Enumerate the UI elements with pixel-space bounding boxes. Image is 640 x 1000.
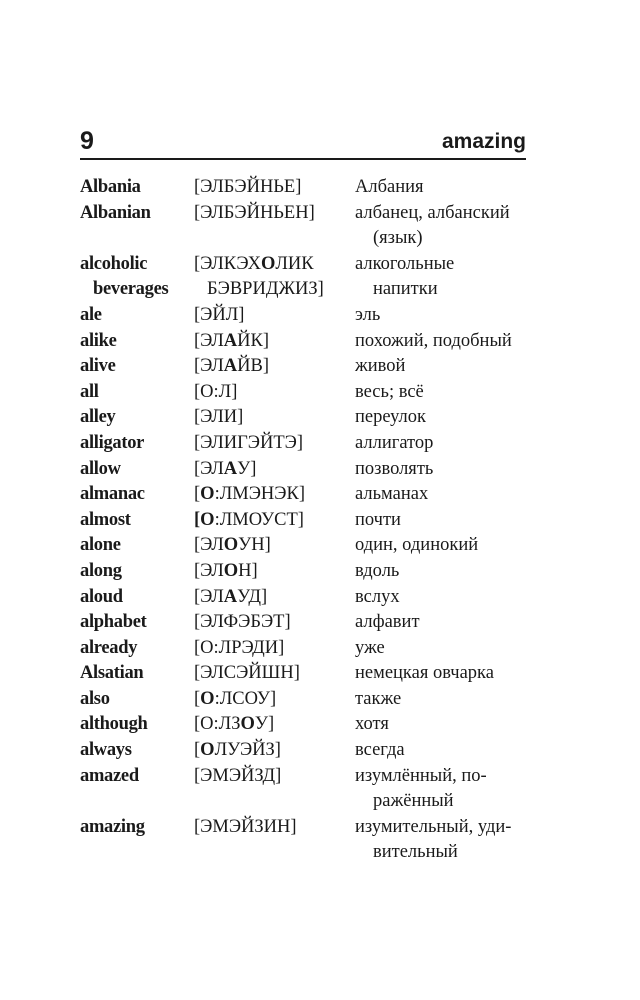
dictionary-entry xyxy=(80,738,530,764)
translation xyxy=(355,815,530,866)
headword-line: Albanian xyxy=(80,202,151,223)
translation xyxy=(355,764,530,815)
pronunciation-part: [ЭЛ xyxy=(194,535,224,556)
pronunciation xyxy=(194,738,355,764)
dictionary-entry xyxy=(80,175,530,201)
headword-line: beverages xyxy=(93,279,169,300)
headword-line: allow xyxy=(80,458,121,479)
pronunciation-line xyxy=(194,764,355,790)
page-number: 9 xyxy=(80,127,94,155)
dictionary-entry xyxy=(80,303,530,329)
headword-line: along xyxy=(80,560,122,581)
headword-line: alive xyxy=(80,356,116,377)
dictionary-entry xyxy=(80,380,530,406)
translation-line: живой xyxy=(355,356,406,377)
pronunciation-line xyxy=(194,482,355,508)
pronunciation xyxy=(194,405,355,431)
headword xyxy=(80,738,194,764)
pronunciation xyxy=(194,815,355,866)
translation xyxy=(355,329,530,355)
pronunciation-part: [ЭЛБЭЙНЬЕ] xyxy=(194,177,302,197)
translation-line: альманах xyxy=(355,484,429,505)
pronunciation xyxy=(194,354,355,380)
headword-line: always xyxy=(80,740,132,761)
translation-line: всегда xyxy=(355,740,405,761)
pronunciation-part: [ЭЛСЭЙШН] xyxy=(194,663,300,684)
dictionary-entry xyxy=(80,457,530,483)
pronunciation-part: [ЭЛФЭБЭТ] xyxy=(194,612,291,633)
headword xyxy=(80,482,194,508)
dictionary-entry xyxy=(80,636,530,662)
headword-line: ale xyxy=(80,304,102,325)
translation xyxy=(355,431,530,457)
translation-line: хотя xyxy=(355,714,389,735)
stressed-vowel: А xyxy=(223,458,238,479)
pronunciation-line xyxy=(194,405,355,431)
headword xyxy=(80,431,194,457)
pronunciation-part: У] xyxy=(237,458,257,479)
translation-line: изумлённый, по- xyxy=(355,765,487,786)
pronunciation xyxy=(194,457,355,483)
dictionary-entry xyxy=(80,815,530,866)
translation xyxy=(355,559,530,585)
pronunciation xyxy=(194,661,355,687)
translation-line: один, одинокий xyxy=(355,535,479,556)
translation xyxy=(355,201,530,252)
translation-line: ражённый xyxy=(373,791,454,812)
header-rule xyxy=(80,158,526,160)
headword-line: alphabet xyxy=(80,612,147,633)
pronunciation-line xyxy=(194,533,355,559)
pronunciation xyxy=(194,636,355,662)
translation xyxy=(355,661,530,687)
translation-line: похожий, подобный xyxy=(355,330,512,351)
headword xyxy=(80,201,194,252)
pronunciation xyxy=(194,585,355,611)
pronunciation xyxy=(194,431,355,457)
dictionary-entry xyxy=(80,610,530,636)
pronunciation-line xyxy=(194,380,355,406)
pronunciation-part: [ЭМЭЙЗД] xyxy=(194,765,282,786)
pronunciation-line xyxy=(194,610,355,636)
stressed-vowel: О xyxy=(200,688,215,709)
headword-line: amazing xyxy=(80,816,145,837)
pronunciation xyxy=(194,482,355,508)
dictionary-entry xyxy=(80,431,530,457)
pronunciation-part: [ xyxy=(194,688,201,709)
translation xyxy=(355,482,530,508)
headword xyxy=(80,712,194,738)
pronunciation-part: ЛУЭЙЗ] xyxy=(214,740,281,761)
translation xyxy=(355,252,530,303)
pronunciation-line xyxy=(194,431,355,457)
headword xyxy=(80,252,194,303)
translation xyxy=(355,585,530,611)
translation-line: немецкая овчарка xyxy=(355,663,494,684)
translation xyxy=(355,457,530,483)
dictionary-entry xyxy=(80,252,530,303)
pronunciation-part: У] xyxy=(254,714,275,735)
headword xyxy=(80,329,194,355)
headword-line: already xyxy=(80,637,138,658)
page-header xyxy=(80,126,526,158)
translation-line: (язык) xyxy=(373,228,423,249)
pronunciation-line xyxy=(194,201,355,227)
pronunciation-part: [ЭЛ xyxy=(194,458,224,479)
translation xyxy=(355,610,530,636)
stressed-vowel: О xyxy=(223,535,239,556)
pronunciation-line xyxy=(194,815,355,841)
dictionary-entry xyxy=(80,687,530,713)
pronunciation-part: [ЭЛ xyxy=(194,560,224,581)
pronunciation xyxy=(194,559,355,585)
pronunciation-part: УД] xyxy=(237,586,268,607)
translation-line: изумительный, уди- xyxy=(355,816,512,837)
headword-line: alcoholic xyxy=(80,253,148,274)
dictionary-entry xyxy=(80,764,530,815)
translation-line: аллигатор xyxy=(355,432,434,453)
pronunciation-part: [ xyxy=(194,484,201,505)
translation-line: весь; всё xyxy=(355,381,424,402)
pronunciation xyxy=(194,764,355,815)
pronunciation xyxy=(194,252,355,303)
stressed-vowel: О xyxy=(240,714,255,735)
translation xyxy=(355,303,530,329)
translation-line: вдоль xyxy=(355,560,400,581)
stressed-vowel: [О xyxy=(194,509,215,530)
headword xyxy=(80,354,194,380)
translation-line: вслух xyxy=(355,586,400,607)
headword-line: Albania xyxy=(80,177,141,197)
translation-line: вительный xyxy=(373,842,458,863)
dictionary-entry xyxy=(80,482,530,508)
pronunciation-part: ЛИК xyxy=(275,253,314,274)
pronunciation-line xyxy=(194,508,355,534)
translation-line: почти xyxy=(355,509,401,530)
headword xyxy=(80,610,194,636)
dictionary-entry xyxy=(80,201,530,252)
translation xyxy=(355,533,530,559)
running-head: amazing xyxy=(441,130,526,153)
translation-line: также xyxy=(355,688,402,709)
pronunciation-part: ЙК] xyxy=(237,330,270,351)
pronunciation-line xyxy=(194,559,355,585)
pronunciation-part: [ЭЛ xyxy=(194,330,224,351)
pronunciation-line xyxy=(194,277,355,303)
headword-line: all xyxy=(80,381,99,402)
pronunciation-part: [ЭЛ xyxy=(194,586,224,607)
pronunciation xyxy=(194,329,355,355)
dictionary-entry xyxy=(80,405,530,431)
translation-line: эль xyxy=(355,304,381,325)
translation-line: позволять xyxy=(355,458,434,479)
stressed-vowel: О xyxy=(200,740,215,761)
pronunciation xyxy=(194,380,355,406)
translation-line: албанец, албанский xyxy=(355,202,510,223)
stressed-vowel: А xyxy=(223,330,238,351)
pronunciation xyxy=(194,610,355,636)
headword xyxy=(80,585,194,611)
dictionary-entry xyxy=(80,559,530,585)
pronunciation-part: УН] xyxy=(238,535,271,556)
headword-line: Alsatian xyxy=(80,663,144,684)
pronunciation-line xyxy=(194,585,355,611)
pronunciation xyxy=(194,303,355,329)
translation xyxy=(355,508,530,534)
stressed-vowel: О xyxy=(260,253,276,274)
stressed-vowel: О xyxy=(200,484,215,505)
headword xyxy=(80,559,194,585)
stressed-vowel: А xyxy=(223,356,238,377)
pronunciation xyxy=(194,201,355,252)
translation-line: алфавит xyxy=(355,612,420,633)
headword xyxy=(80,303,194,329)
stressed-vowel: А xyxy=(223,586,238,607)
pronunciation-part: БЭВРИДЖИЗ] xyxy=(207,279,324,300)
pronunciation-part: [ЭЛИ] xyxy=(194,407,244,428)
pronunciation-part: ЙВ] xyxy=(237,356,270,377)
pronunciation-part: [ЭЛИГЭЙТЭ] xyxy=(194,432,304,453)
dictionary-entry xyxy=(80,661,530,687)
translation xyxy=(355,712,530,738)
translation xyxy=(355,175,530,201)
translation-line: Албания xyxy=(355,177,424,197)
headword xyxy=(80,508,194,534)
headword xyxy=(80,661,194,687)
headword-line: alone xyxy=(80,535,121,556)
headword-line: also xyxy=(80,688,110,709)
pronunciation-line xyxy=(194,329,355,355)
translation xyxy=(355,405,530,431)
headword xyxy=(80,457,194,483)
pronunciation-part: [О:ЛРЭДИ] xyxy=(194,637,285,658)
translation xyxy=(355,636,530,662)
pronunciation xyxy=(194,533,355,559)
dictionary-entries xyxy=(80,175,530,866)
translation xyxy=(355,354,530,380)
headword-line: almanac xyxy=(80,484,145,505)
pronunciation-part: [О:ЛЗ xyxy=(194,714,241,735)
pronunciation-part: [ xyxy=(194,740,201,761)
dictionary-entry xyxy=(80,585,530,611)
pronunciation-part: [О:Л] xyxy=(194,381,238,402)
translation xyxy=(355,738,530,764)
headword-line: alligator xyxy=(80,432,145,453)
pronunciation-part: :ЛМОУСТ] xyxy=(214,509,304,530)
headword-line: almost xyxy=(80,509,131,530)
pronunciation-line xyxy=(194,354,355,380)
translation xyxy=(355,687,530,713)
pronunciation-line xyxy=(194,252,355,278)
stressed-vowel: О xyxy=(223,560,239,581)
headword-line: alike xyxy=(80,330,117,351)
pronunciation xyxy=(194,687,355,713)
translation-line: алкогольные xyxy=(355,253,455,274)
dictionary-entry xyxy=(80,354,530,380)
pronunciation-part: [ЭЙЛ] xyxy=(194,304,245,325)
pronunciation xyxy=(194,175,355,201)
dictionary-entry xyxy=(80,712,530,738)
pronunciation-part: :ЛСОУ] xyxy=(214,688,277,709)
pronunciation-part: Н] xyxy=(238,560,258,581)
pronunciation-line xyxy=(194,712,355,738)
pronunciation xyxy=(194,712,355,738)
pronunciation-line xyxy=(194,457,355,483)
pronunciation-line xyxy=(194,661,355,687)
pronunciation-part: [ЭЛКЭХ xyxy=(194,253,261,274)
headword xyxy=(80,175,194,201)
pronunciation-line xyxy=(194,687,355,713)
translation xyxy=(355,380,530,406)
headword xyxy=(80,687,194,713)
headword xyxy=(80,533,194,559)
translation-line: напитки xyxy=(373,279,438,300)
headword-line: although xyxy=(80,714,148,735)
headword-line: alley xyxy=(80,407,116,428)
headword xyxy=(80,815,194,866)
dictionary-entry xyxy=(80,533,530,559)
headword xyxy=(80,405,194,431)
headword xyxy=(80,764,194,815)
headword xyxy=(80,636,194,662)
headword xyxy=(80,380,194,406)
pronunciation-part: :ЛМЭНЭК] xyxy=(214,484,305,505)
pronunciation-part: [ЭМЭЙЗИН] xyxy=(194,816,297,837)
pronunciation-part: [ЭЛБЭЙНЬЕН] xyxy=(194,202,315,223)
dictionary-entry xyxy=(80,329,530,355)
pronunciation-line xyxy=(194,738,355,764)
pronunciation xyxy=(194,508,355,534)
pronunciation-line xyxy=(194,175,355,201)
pronunciation-line xyxy=(194,303,355,329)
pronunciation-part: [ЭЛ xyxy=(194,356,224,377)
headword-line: aloud xyxy=(80,586,123,607)
translation-line: переулок xyxy=(355,407,427,428)
dictionary-entry xyxy=(80,508,530,534)
headword-line: amazed xyxy=(80,765,139,786)
translation-line: уже xyxy=(355,637,385,658)
pronunciation-line xyxy=(194,636,355,662)
